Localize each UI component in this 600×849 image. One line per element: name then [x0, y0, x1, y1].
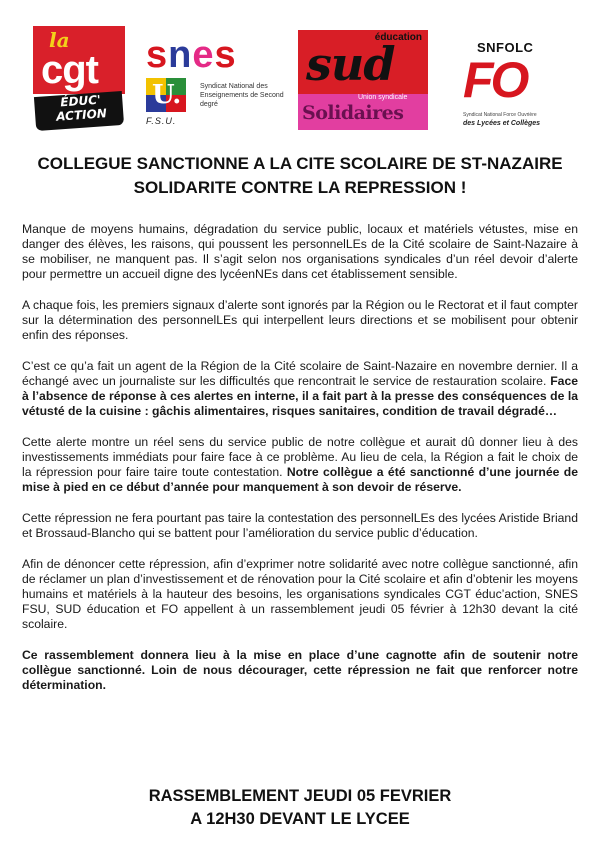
paragraph-7-bold: Ce rassemblement donnera lieu à la mise en place d’une cagnotte afin de soutenir notre collègue sanctionné. Loin de nous décourager, cette répression ne fait que renforcer notre détermination. — [22, 648, 578, 692]
snes-fsu-logo — [140, 36, 290, 132]
paragraph-5: Cette répression ne fera pourtant pas taire la contestation des personnelLEs des lycées Aristide Briand et Brossaud-Blancho qui se battent pour l’amélioration du service public d’éducation. — [22, 511, 578, 540]
paragraph-4-text: Cette alerte montre un réel sens du service public de notre collègue et aurait dû donner lieu à des investissements immédiats pour faire face à ce problème. Au lieu de cela, la Région a fait le choix de la répression pour faire taire toute contestation. — [22, 435, 578, 479]
sud-logo-education: éducation — [374, 32, 422, 43]
paragraph-6: Afin de dénoncer cette répression, afin d’exprimer notre solidarité avec notre collègue sanctionné, afin de réclamer un plan d’investissement et de rénovation pour la Cité scolaire et afin d’obtenir les moyens humains et matériels à la hauteur des besoins, les organisations syndicales CGT éduc’action, SNES FSU, SUD éducation et FO appellent à un rassemblement jeudi 05 février à 12h30 devant la cité scolaire. — [22, 557, 578, 631]
sud-logo-union: Union syndicale — [358, 94, 408, 101]
title-line-1: COLLEGUE SANCTIONNE A LA CITE SCOLAIRE DE ST-NAZAIRE — [37, 154, 563, 173]
fo-logo-snfolc: SNFOLC — [477, 40, 534, 55]
snes-logo-word — [146, 36, 237, 74]
snes-logo-fsu: F.S.U. — [146, 116, 177, 126]
paragraph-3-bold: Face à l’absence de réponse à ces alertes en interne, il a fait part à la presse des conséquences de la vétusté de la cuisine : gâchis alimentaires, risques sanitaires, condition de travail dégradé… — [22, 374, 578, 418]
cgt-logo-word: cgt — [41, 48, 98, 92]
snes-letter-s2: s — [214, 34, 237, 76]
fo-logo-small-text: Syndicat National Force Ouvrière — [463, 112, 537, 118]
cgt-logo-la: la — [49, 28, 70, 52]
fo-logo-subtitle: des Lycées et Collèges — [463, 120, 541, 127]
cgt-logo-educaction: ÉDUC' ACTION — [55, 92, 108, 124]
tract-body — [22, 222, 578, 709]
rally-line-1: RASSEMBLEMENT JEUDI 05 FEVRIER — [148, 787, 452, 805]
paragraph-4-bold: Notre collègue a été sanctionné d’une journée de mise à pied en ce début d’année pour manquement à son devoir de réserve. — [22, 465, 578, 494]
sud-education-logo — [298, 30, 428, 130]
paragraph-1: Manque de moyens humains, dégradation du service public, locaux et matériels vétustes, mise en danger des élèves, les raisons, qui poussent les personnelLEs de la Cité scolaire de Saint-Nazaire à se mobiliser, ne manquent pas. Il s’agit selon nos organisations syndicales d’un réel devoir d’alerte pour permettre un accueil digne des lycéenNEs dans cet établissement sensible. — [22, 222, 578, 281]
sud-logo-word: sud — [306, 37, 395, 91]
title-line-2: SOLIDARITE CONTRE LA REPRESSION ! — [133, 178, 467, 197]
sud-logo-background — [298, 30, 428, 94]
fo-logo-word: FO — [463, 52, 527, 108]
paragraph-4 — [22, 435, 578, 495]
rally-announcement — [0, 785, 600, 831]
paragraph-3-text: C’est ce qu’a fait un agent de la Région de la Cité scolaire de Saint-Nazaire en novembre dernier. Il a échangé avec un journaliste sur les difficultés que rencontrait le service de restauration scolaire. — [22, 359, 578, 388]
cgt-educaction-logo — [33, 26, 125, 132]
paragraph-3 — [22, 359, 578, 419]
snes-logo-u: U. — [152, 80, 182, 110]
snes-letter-s: s — [146, 34, 169, 76]
paragraph-7 — [22, 648, 578, 693]
rally-line-2: A 12H30 DEVANT LE LYCEE — [190, 810, 410, 828]
snes-letter-n: n — [168, 34, 193, 76]
snes-logo-caption: Syndicat National des Enseignements de Second degré — [200, 83, 284, 108]
snfolc-fo-logo — [455, 40, 573, 132]
paragraph-2: A chaque fois, les premiers signaux d’alerte sont ignorés par la Région ou le Rectorat et il faut compter sur la détermination des personnelLEs qui interpellent leurs directions et se mobilisent pour obtenir enfin des réponses. — [22, 298, 578, 342]
cgt-logo-background — [33, 26, 125, 94]
logo-bar — [0, 26, 600, 136]
snes-letter-e: e — [192, 34, 215, 76]
tract-title — [0, 152, 600, 200]
sud-logo-solidaires: Solidaires — [302, 102, 404, 124]
